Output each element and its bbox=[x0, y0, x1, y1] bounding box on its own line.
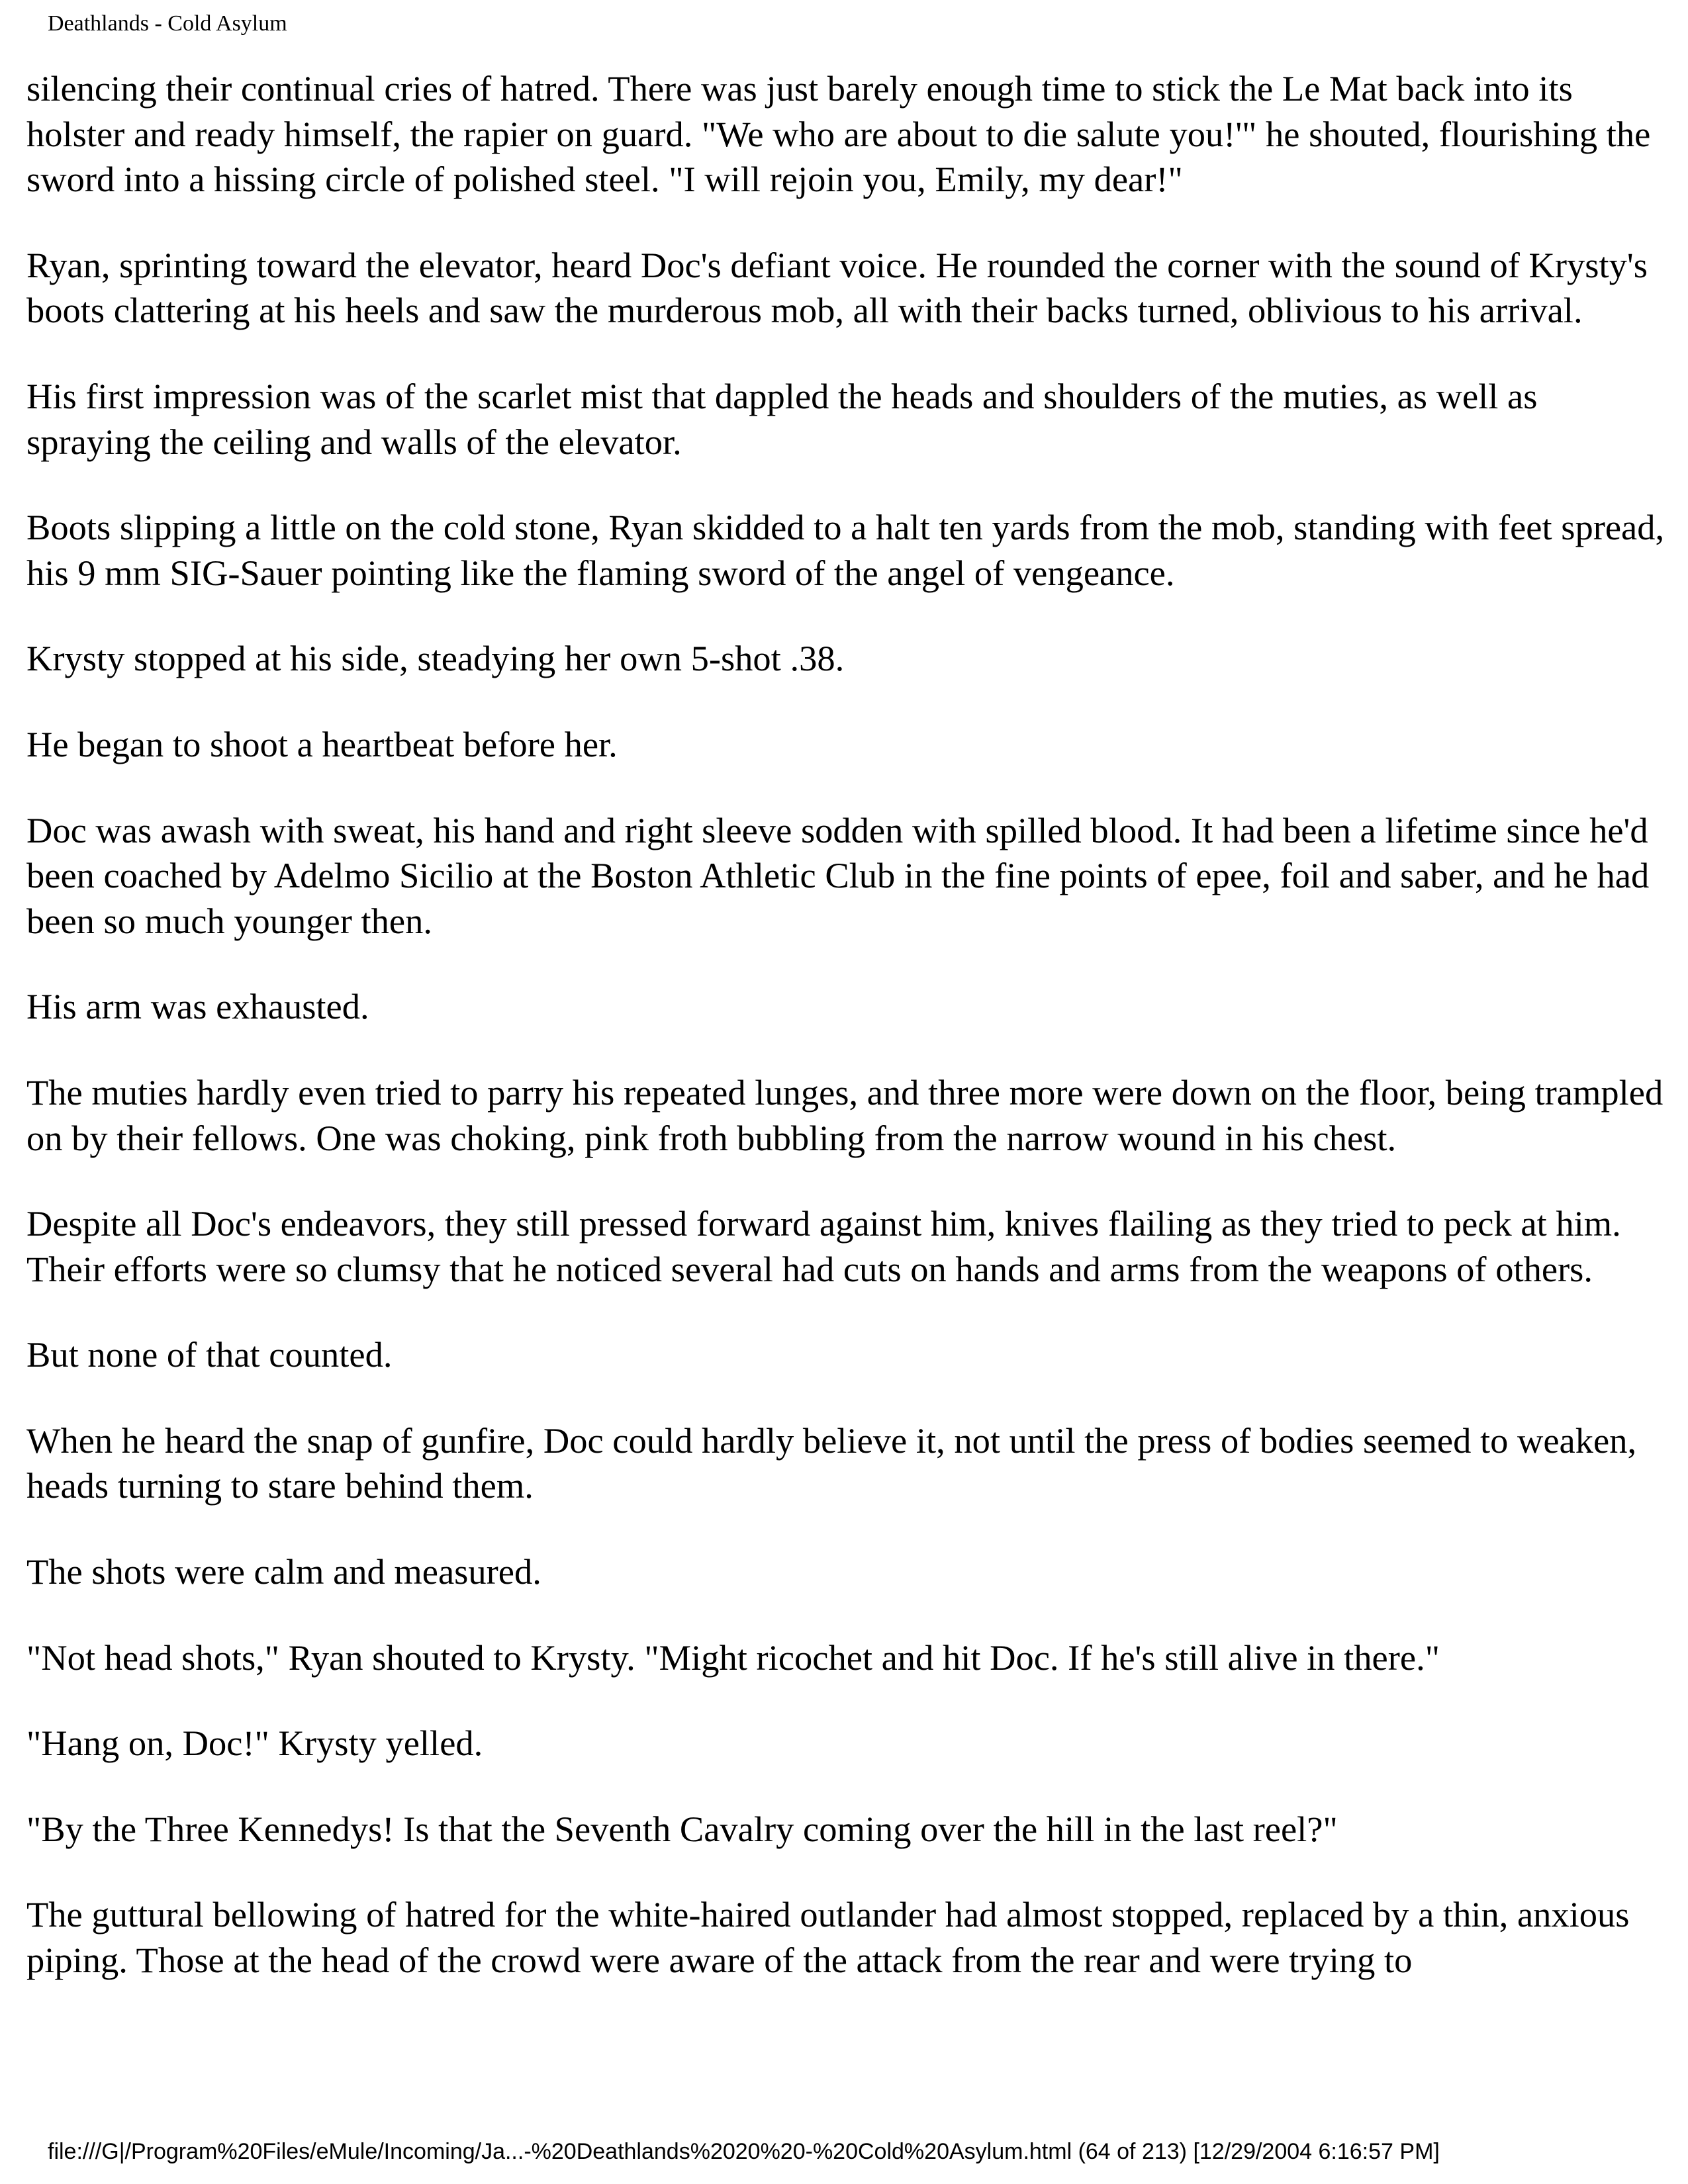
paragraph: His arm was exhausted. bbox=[26, 986, 369, 1027]
page-header-title: Deathlands - Cold Asylum bbox=[48, 11, 287, 36]
paragraph: "Hang on, Doc!" Krysty yelled. bbox=[26, 1723, 483, 1764]
page-footer-path: file:///G|/Program%20Files/eMule/Incoming/Ja...-%20Deathlands%2020%20-%20Cold%20Asylum.html (64 of 213) [12/29/2004 6:16:57 PM] bbox=[48, 2139, 1440, 2164]
paragraph: Boots slipping a little on the cold stone, Ryan skidded to a halt ten yards from the mob, standing with feet spread, his 9 mm SIG-Sauer pointing like the flaming sword of the angel of vengeance. bbox=[26, 507, 1665, 593]
paragraph: He began to shoot a heartbeat before her. bbox=[26, 723, 618, 764]
paragraph: The guttural bellowing of hatred for the white-haired outlander had almost stopped, replaced by a thin, anxious piping. Those at the head of the crowd were aware of the attack from the rear and were trying to bbox=[26, 1894, 1630, 1981]
paragraph: Ryan, sprinting toward the elevator, heard Doc's defiant voice. He rounded the corner with the sound of Krysty's boots clattering at his heels and saw the murderous mob, all with their backs turned, oblivious to his arrival. bbox=[26, 244, 1648, 331]
paragraph: Despite all Doc's endeavors, they still pressed forward against him, knives flailing as they tried to peck at him. Their efforts were so clumsy that he noticed several had cuts on hands and arms from the weapons of others. bbox=[26, 1203, 1621, 1289]
paragraph: When he heard the snap of gunfire, Doc could hardly believe it, not until the press of bodies seemed to weaken, heads turning to stare behind them. bbox=[26, 1420, 1637, 1506]
paragraph: His first impression was of the scarlet mist that dappled the heads and shoulders of the muties, as well as spraying the ceiling and walls of the elevator. bbox=[26, 375, 1538, 462]
paragraph: Krysty stopped at his side, steadying her own 5-shot .38. bbox=[26, 638, 845, 679]
paragraph: The shots were calm and measured. bbox=[26, 1551, 541, 1592]
paragraph: "By the Three Kennedys! Is that the Seventh Cavalry coming over the hill in the last reel?" bbox=[26, 1808, 1338, 1849]
document-body bbox=[26, 66, 1665, 2024]
paragraph: The muties hardly even tried to parry his repeated lunges, and three more were down on the floor, being trampled on by their fellows. One was choking, pink froth bubbling from the narrow wound in his chest. bbox=[26, 1071, 1664, 1158]
paragraph: Doc was awash with sweat, his hand and right sleeve sodden with spilled blood. It had been a lifetime since he'd been coached by Adelmo Sicilio at the Boston Athletic Club in the fine points of epee, foil and saber, and he had been so much younger then. bbox=[26, 809, 1650, 941]
paragraph: But none of that counted. bbox=[26, 1334, 393, 1375]
paragraph: silencing their continual cries of hatred. There was just barely enough time to stick the Le Mat back into its holster and ready himself, the rapier on guard. "We who are about to die salute you!'" he shouted, flourishing the sword into a hissing circle of polished steel. "I will rejoin you, Emily, my dear!" bbox=[26, 68, 1651, 200]
paragraph: "Not head shots," Ryan shouted to Krysty. "Might ricochet and hit Doc. If he's still alive in there." bbox=[26, 1637, 1440, 1678]
